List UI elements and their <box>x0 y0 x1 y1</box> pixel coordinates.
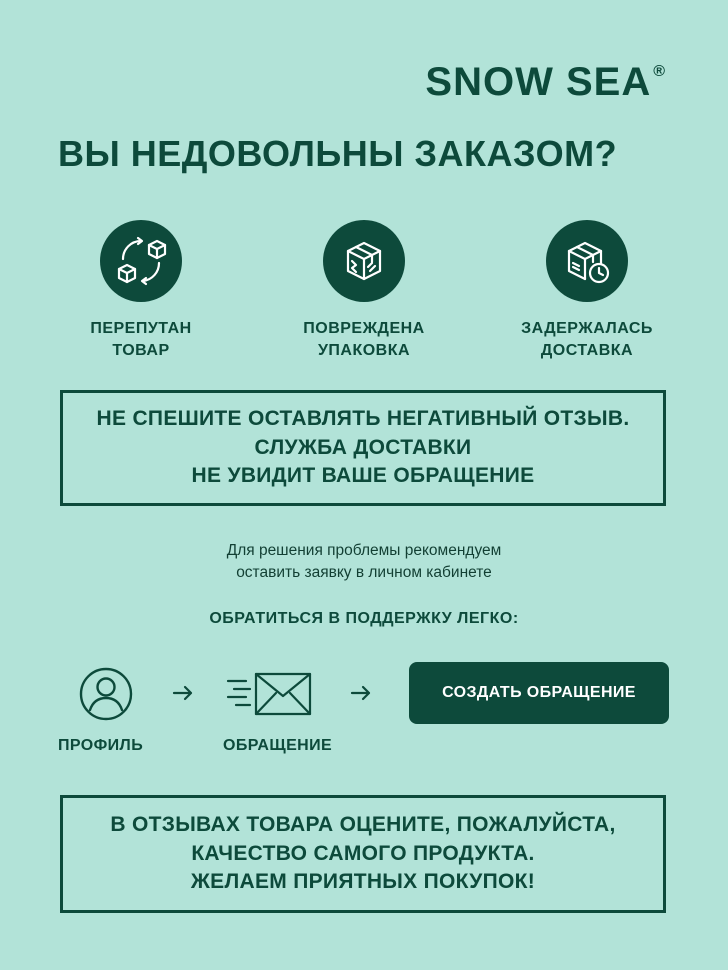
create-request-button[interactable]: СОЗДАТЬ ОБРАЩЕНИЕ <box>409 662 669 724</box>
issue-label: УПАКОВКА <box>317 342 411 360</box>
issue-label: ПОВРЕЖДЕНА <box>303 320 425 337</box>
recommendation-text <box>0 540 728 583</box>
footer-text: В ОТЗЫВАХ ТОВАРА ОЦЕНИТЕ, ПОЖАЛУЙСТА, <box>110 812 616 836</box>
envelope-icon <box>226 671 314 722</box>
step-request-label: ОБРАЩЕНИЕ <box>223 737 333 754</box>
warning-text: СЛУЖБА ДОСТАВКИ <box>254 435 472 459</box>
registered-mark: ® <box>653 63 666 80</box>
footer-text: КАЧЕСТВО САМОГО ПРОДУКТА. <box>191 841 535 865</box>
delayed-box-icon <box>546 220 628 302</box>
note-line: оставить заявку в личном кабинете <box>236 563 492 581</box>
footer-text: ЖЕЛАЕМ ПРИЯТНЫХ ПОКУПОК! <box>190 870 536 894</box>
support-title: ОБРАТИТЬСЯ В ПОДДЕРЖКУ ЛЕГКО: <box>209 610 519 627</box>
warning-text: НЕ УВИДИТ ВАШЕ ОБРАЩЕНИЕ <box>191 464 535 488</box>
damaged-box-icon <box>323 220 405 302</box>
note-line: Для решения проблемы рекомендуем <box>226 542 502 559</box>
issue-label: ПЕРЕПУТАН <box>90 320 192 337</box>
step-profile-label: ПРОФИЛЬ <box>58 737 144 754</box>
arrow-right-icon <box>172 684 194 707</box>
issue-list <box>0 220 728 370</box>
issue-delivery-delayed <box>487 220 687 362</box>
footer-message-box <box>60 795 666 913</box>
brand-logo <box>425 62 666 102</box>
brand-name: SNOW SEA <box>425 60 652 104</box>
issue-label: ТОВАР <box>112 342 170 360</box>
arrow-right-icon <box>350 684 372 707</box>
issue-damaged-package <box>264 220 464 362</box>
warning-box <box>60 390 666 506</box>
profile-icon <box>78 666 134 727</box>
page-title: ВЫ НЕДОВОЛЬНЫ ЗАКАЗОМ? <box>58 133 618 174</box>
boxes-swap-icon <box>100 220 182 302</box>
issue-label: ДОСТАВКА <box>540 342 634 360</box>
warning-text: НЕ СПЕШИТЕ ОСТАВЛЯТЬ НЕГАТИВНЫЙ ОТЗЫВ. <box>96 407 630 431</box>
issue-wrong-item <box>41 220 241 362</box>
issue-label: ЗАДЕРЖАЛАСЬ <box>521 320 653 337</box>
